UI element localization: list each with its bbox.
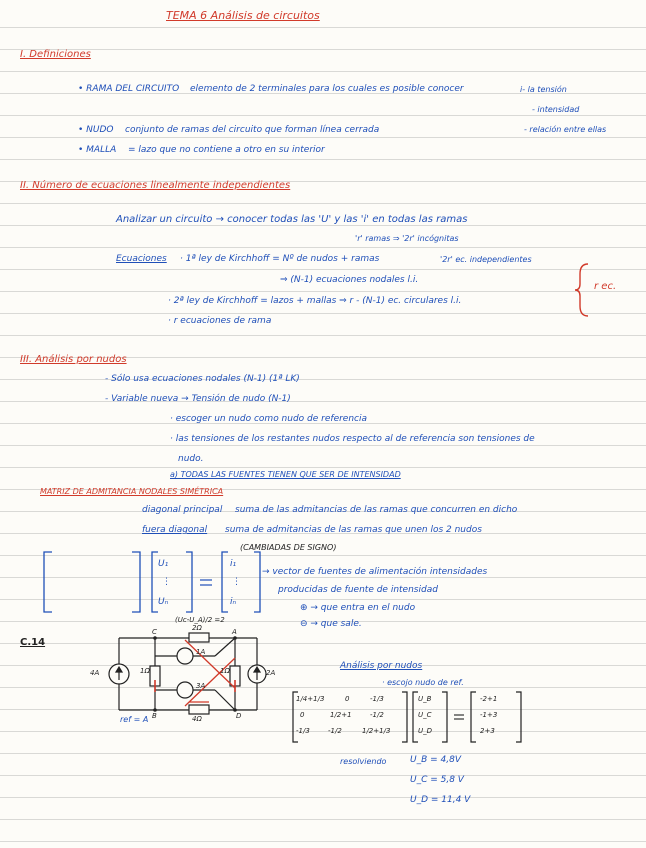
resistor-4ohm: 4Ω <box>192 715 202 723</box>
unknown-uc: U_C <box>418 711 432 719</box>
kirchhoff-2: · 2ª ley de Kirchhoff = lazos + mallas ⇒ r - (N-1) ec. circulares l.i. <box>168 296 462 306</box>
node-c: C <box>152 628 157 636</box>
source-3a: 3A <box>196 682 206 690</box>
resolviendo-label: resolviendo <box>340 757 387 766</box>
ecuaciones-label: Ecuaciones <box>116 254 167 264</box>
unknown-ud: U_D <box>418 727 433 735</box>
fuera-label: fuera diagonal <box>142 525 208 535</box>
m-33: 1/2+1/3 <box>362 727 391 735</box>
vec-u-1: U₁ <box>158 559 169 569</box>
diagonal-label: diagonal principal <box>142 505 223 515</box>
m-11: 1/4+1/3 <box>296 695 325 703</box>
vec-i-1: i₁ <box>230 559 237 569</box>
cambiadas-note: (CAMBIADAS DE SIGNO) <box>240 543 337 552</box>
malla-text: = lazo que no contiene a otro en su interior <box>128 145 325 155</box>
source-4a: 4A <box>90 669 100 677</box>
vector-description-1: → vector de fuentes de alimentación intensidades <box>262 567 488 577</box>
incognitas-line: 'r' ramas ⇒ '2r' incógnitas <box>355 234 459 243</box>
brace-label: r ec. <box>594 281 617 292</box>
vec-u-2: ⋮ <box>162 577 171 587</box>
m-23: -1/2 <box>370 711 384 719</box>
sign-plus: ⊕ → que entra en el nudo <box>300 603 416 613</box>
independientes-note: '2r' ec. independientes <box>440 255 532 264</box>
node-a: A <box>232 628 237 636</box>
rama-side-1: i- la tensión <box>520 85 567 94</box>
node-d: D <box>236 712 242 720</box>
unknown-ub: U_B <box>418 695 432 703</box>
nodales-line: ⇒ (N-1) ecuaciones nodales l.i. <box>280 275 419 285</box>
diagonal-text: suma de las admitancias de las ramas que concurren en dicho <box>235 505 518 515</box>
resistor-2ohm: 2Ω <box>192 624 202 632</box>
rama-text: elemento de 2 terminales para los cuales es posible conocer <box>190 84 464 94</box>
rama-label: • RAMA DEL CIRCUITO <box>78 84 180 94</box>
nudo-text: conjunto de ramas del circuito que forman línea cerrada <box>125 125 380 135</box>
rama-side-2: - intensidad <box>532 105 580 114</box>
matrix-brackets <box>40 550 260 620</box>
nudos-b4: · las tensiones de los restantes nudos respecto al de referencia son tensiones de <box>170 434 535 444</box>
vector-description-2: producidas de fuente de intensidad <box>278 585 438 595</box>
resistor-1ohm-right: 1Ω <box>220 667 230 675</box>
section-heading-nudos: III. Análisis por nudos <box>20 354 127 365</box>
rhs-3: 2+3 <box>480 727 495 735</box>
top-note: (Uc-U_A)/2 =2 <box>175 616 225 624</box>
fuera-text: suma de admitancias de las ramas que unen los 2 nudos <box>225 525 482 535</box>
result-ub: U_B = 4,8V <box>410 755 461 765</box>
matriz-heading: MATRIZ DE ADMITANCIA NODALES SIMÉTRICA <box>40 487 224 496</box>
resistor-1ohm-left: 1Ω <box>140 667 150 675</box>
result-ud: U_D = 11,4 V <box>410 795 471 805</box>
section-heading-definiciones: I. Definiciones <box>20 49 91 60</box>
analizar-line: Analizar un circuito → conocer todas las 'U' y las 'i' en todas las ramas <box>116 214 468 225</box>
kirchhoff-1: · 1ª ley de Kirchhoff = Nº de nudos + ramas <box>180 254 380 264</box>
source-1a: 1A <box>196 648 206 656</box>
example-label: C.14 <box>20 637 46 648</box>
reference-node: ref = A <box>120 715 149 724</box>
m-32: -1/2 <box>328 727 342 735</box>
m-22: 1/2+1 <box>330 711 352 719</box>
analysis-sub: · escojo nudo de ref. <box>382 678 464 687</box>
vec-i-2: ⋮ <box>232 577 241 587</box>
fuentes-note: a) TODAS LAS FUENTES TIENEN QUE SER DE INTENSIDAD <box>170 470 401 479</box>
nudos-b4b: nudo. <box>178 454 204 464</box>
m-12: 0 <box>345 695 350 703</box>
vec-i-3: iₙ <box>230 597 237 607</box>
nudos-b2: - Variable nueva → Tensión de nudo (N-1) <box>105 394 291 404</box>
m-31: -1/3 <box>296 727 310 735</box>
circuit-diagram <box>85 628 285 728</box>
nudos-b1: - Sólo usa ecuaciones nodales (N-1) (1ª LK) <box>105 374 300 384</box>
m-21: 0 <box>300 711 305 719</box>
ecuaciones-rama: · r ecuaciones de rama <box>168 316 272 326</box>
malla-label: • MALLA <box>78 145 117 155</box>
rama-side-3: - relación entre ellas <box>524 125 607 134</box>
section-heading-ecuaciones: II. Número de ecuaciones linealmente independientes <box>20 180 291 191</box>
rhs-2: -1+3 <box>480 711 498 719</box>
sign-minus: ⊖ → que sale. <box>300 619 362 629</box>
node-b: B <box>152 712 157 720</box>
source-2a: 2A <box>266 669 276 677</box>
result-uc: U_C = 5,8 V <box>410 775 464 785</box>
nudos-b3: · escoger un nudo como nudo de referencia <box>170 414 368 424</box>
m-13: -1/3 <box>370 695 384 703</box>
page-title: TEMA 6 Análisis de circuitos <box>166 9 320 22</box>
analysis-title: Análisis por nudos <box>340 661 423 671</box>
rhs-1: -2+1 <box>480 695 498 703</box>
nudo-label: • NUDO <box>78 125 114 135</box>
vec-u-3: Uₙ <box>158 597 169 607</box>
